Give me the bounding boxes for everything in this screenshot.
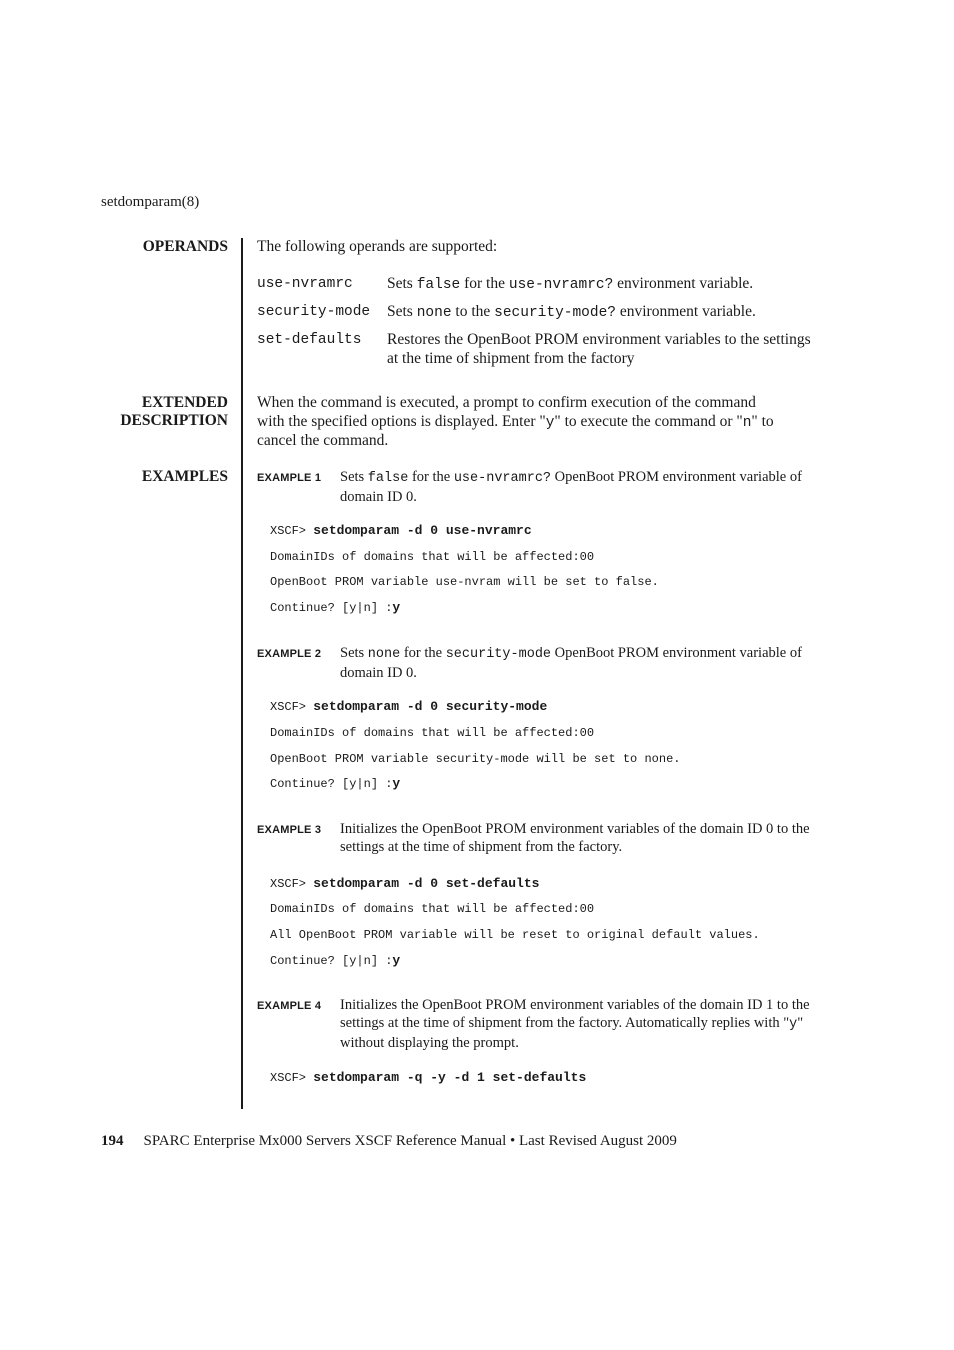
example-description: Initializes the OpenBoot PROM environment variables of the domain ID 0 to the settings at the time of shipment from the factory. — [340, 821, 810, 855]
command-output-line: OpenBoot PROM variable security-mode will be set to none. — [270, 752, 681, 766]
page-number: 194 — [101, 1133, 124, 1149]
command-output-line: All OpenBoot PROM variable will be reset to original default values. — [270, 928, 760, 942]
example-description: Sets false for the use-nvramrc? OpenBoot PROM environment variable of domain ID 0. — [340, 469, 802, 505]
footer-text: SPARC Enterprise Mx000 Servers XSCF Reference Manual • Last Revised August 2009 — [143, 1133, 677, 1149]
operand-description: Sets none to the security-mode? environment variable. — [387, 303, 756, 321]
command-output-line: DomainIDs of domains that will be affected:00 — [270, 726, 595, 740]
operand-name: set-defaults — [257, 332, 362, 348]
example-label: EXAMPLE 3 — [257, 824, 322, 836]
page-footer — [101, 1133, 677, 1150]
example-description: Sets none for the security-mode OpenBoot PROM environment variable of domain ID 0. — [340, 645, 802, 681]
extended-description-text: When the command is executed, a prompt to confirm execution of the command with the specified options is displayed. Enter "y" to execute the command or "n" to cancel the command. — [257, 394, 774, 449]
examples-heading: EXAMPLES — [141, 468, 228, 485]
continue-prompt-line: Continue? [y|n] :y — [270, 776, 401, 791]
example-description: Initializes the OpenBoot PROM environment variables of the domain ID 1 to the settings at the time of shipment from the factory. Automatically replies with "y" without displaying the prompt. — [340, 997, 810, 1051]
extended-description-heading: EXTENDED DESCRIPTION — [120, 394, 228, 429]
example-label: EXAMPLE 4 — [257, 1000, 322, 1012]
command-line: XSCF> setdomparam -q -y -d 1 set-defaults — [270, 1070, 587, 1085]
continue-prompt-line: Continue? [y|n] :y — [270, 953, 401, 968]
command-output-line: DomainIDs of domains that will be affected:00 — [270, 550, 595, 564]
command-output-line: OpenBoot PROM variable use-nvram will be set to false. — [270, 575, 659, 589]
command-line: XSCF> setdomparam -d 0 security-mode — [270, 699, 548, 714]
operand-name: use-nvramrc — [257, 276, 353, 292]
operand-name: security-mode — [257, 304, 371, 320]
operands-intro: The following operands are supported: — [257, 238, 498, 255]
command-line: XSCF> setdomparam -d 0 use-nvramrc — [270, 523, 532, 538]
operands-heading: OPERANDS — [142, 238, 228, 255]
running-header: setdomparam(8) — [101, 194, 200, 210]
example-label: EXAMPLE 1 — [257, 472, 322, 484]
section-divider-rule — [241, 238, 243, 1109]
operand-description: Restores the OpenBoot PROM environment variables to the settings at the time of shipment from the factory — [387, 331, 811, 367]
example-label: EXAMPLE 2 — [257, 648, 322, 660]
continue-prompt-line: Continue? [y|n] :y — [270, 600, 401, 615]
command-line: XSCF> setdomparam -d 0 set-defaults — [270, 876, 540, 891]
command-output-line: DomainIDs of domains that will be affected:00 — [270, 902, 595, 916]
operand-description: Sets false for the use-nvramrc? environment variable. — [387, 275, 754, 293]
